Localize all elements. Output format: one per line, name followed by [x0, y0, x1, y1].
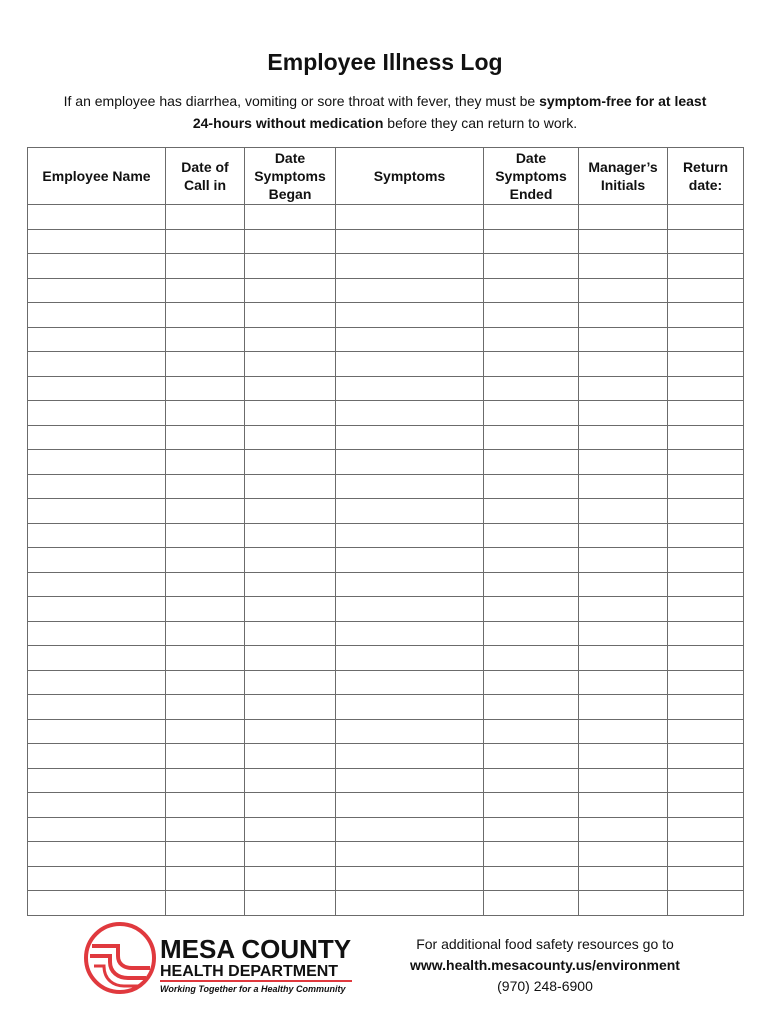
table-cell[interactable] — [668, 842, 744, 867]
table-cell[interactable] — [336, 425, 484, 450]
table-row — [28, 499, 744, 524]
col-header-date-symptoms-ended: Date Symptoms Ended — [484, 148, 579, 205]
table-cell[interactable] — [28, 866, 166, 891]
table-cell[interactable] — [166, 597, 245, 622]
table-cell[interactable] — [336, 303, 484, 328]
table-cell[interactable] — [28, 401, 166, 426]
table-cell[interactable] — [245, 744, 336, 769]
table-cell[interactable] — [336, 401, 484, 426]
table-cell[interactable] — [484, 670, 579, 695]
table-cell[interactable] — [484, 719, 579, 744]
col-header-managers-initials: Manager’s Initials — [579, 148, 668, 205]
table-cell[interactable] — [336, 572, 484, 597]
table-cell[interactable] — [28, 646, 166, 671]
table-cell[interactable] — [336, 621, 484, 646]
table-cell[interactable] — [668, 621, 744, 646]
logo-emblem-icon — [86, 924, 154, 992]
table-cell[interactable] — [484, 425, 579, 450]
table-cell[interactable] — [166, 572, 245, 597]
table-cell[interactable] — [668, 548, 744, 573]
table-cell[interactable] — [245, 425, 336, 450]
table-cell[interactable] — [668, 768, 744, 793]
table-row — [28, 548, 744, 573]
table-cell[interactable] — [579, 817, 668, 842]
table-cell[interactable] — [668, 425, 744, 450]
table-cell[interactable] — [336, 646, 484, 671]
table-cell[interactable] — [245, 499, 336, 524]
table-cell[interactable] — [336, 205, 484, 230]
table-cell[interactable] — [668, 229, 744, 254]
table-cell[interactable] — [484, 401, 579, 426]
table-cell[interactable] — [166, 793, 245, 818]
table-cell[interactable] — [336, 254, 484, 279]
table-cell[interactable] — [166, 450, 245, 475]
table-cell[interactable] — [579, 695, 668, 720]
notice-text-end: before they can return to work. — [383, 115, 578, 131]
table-cell[interactable] — [336, 376, 484, 401]
table-cell[interactable] — [336, 474, 484, 499]
table-cell[interactable] — [245, 670, 336, 695]
table-cell[interactable] — [668, 670, 744, 695]
table-cell[interactable] — [28, 621, 166, 646]
table-cell[interactable] — [245, 278, 336, 303]
table-row — [28, 597, 744, 622]
table-row — [28, 793, 744, 818]
table-cell[interactable] — [668, 450, 744, 475]
table-cell[interactable] — [28, 744, 166, 769]
table-cell[interactable] — [579, 646, 668, 671]
col-header-symptoms: Symptoms — [336, 148, 484, 205]
table-cell[interactable] — [668, 646, 744, 671]
table-cell[interactable] — [484, 548, 579, 573]
table-cell[interactable] — [245, 768, 336, 793]
col-header-date-of-call-in: Date of Call in — [166, 148, 245, 205]
table-cell[interactable] — [336, 719, 484, 744]
table-cell[interactable] — [28, 303, 166, 328]
table-cell[interactable] — [336, 450, 484, 475]
table-cell[interactable] — [579, 254, 668, 279]
table-cell[interactable] — [484, 891, 579, 916]
table-cell[interactable] — [484, 303, 579, 328]
table-cell[interactable] — [28, 572, 166, 597]
table-cell[interactable] — [245, 376, 336, 401]
table-cell[interactable] — [166, 523, 245, 548]
table-cell[interactable] — [484, 254, 579, 279]
table-cell[interactable] — [484, 817, 579, 842]
table-cell[interactable] — [668, 866, 744, 891]
table-cell[interactable] — [579, 278, 668, 303]
table-cell[interactable] — [245, 229, 336, 254]
table-cell[interactable] — [336, 499, 484, 524]
table-cell[interactable] — [28, 768, 166, 793]
table-cell[interactable] — [245, 303, 336, 328]
footer-phone: (970) 248-6900 — [497, 978, 593, 994]
table-cell[interactable] — [336, 891, 484, 916]
table-cell[interactable] — [28, 891, 166, 916]
table-cell[interactable] — [579, 376, 668, 401]
table-row — [28, 891, 744, 916]
table-cell[interactable] — [166, 621, 245, 646]
table-cell[interactable] — [484, 474, 579, 499]
table-cell[interactable] — [668, 376, 744, 401]
table-row — [28, 205, 744, 230]
table-cell[interactable] — [579, 621, 668, 646]
table-cell[interactable] — [245, 401, 336, 426]
table-cell[interactable] — [336, 793, 484, 818]
table-cell[interactable] — [245, 719, 336, 744]
table-cell[interactable] — [166, 891, 245, 916]
table-cell[interactable] — [28, 817, 166, 842]
table-cell[interactable] — [579, 327, 668, 352]
table-cell[interactable] — [484, 572, 579, 597]
table-row — [28, 695, 744, 720]
table-cell[interactable] — [28, 229, 166, 254]
table-cell[interactable] — [166, 744, 245, 769]
table-row — [28, 450, 744, 475]
table-cell[interactable] — [668, 499, 744, 524]
table-row — [28, 254, 744, 279]
table-cell[interactable] — [668, 205, 744, 230]
log-table-body — [28, 205, 744, 916]
table-row — [28, 327, 744, 352]
table-cell[interactable] — [28, 450, 166, 475]
table-cell[interactable] — [166, 352, 245, 377]
col-header-date-symptoms-began: Date Symptoms Began — [245, 148, 336, 205]
table-cell[interactable] — [245, 572, 336, 597]
table-row — [28, 572, 744, 597]
table-cell[interactable] — [579, 793, 668, 818]
return-to-work-notice — [60, 90, 710, 134]
table-cell[interactable] — [28, 523, 166, 548]
table-cell[interactable] — [28, 695, 166, 720]
table-cell[interactable] — [484, 278, 579, 303]
table-cell[interactable] — [245, 474, 336, 499]
table-row — [28, 523, 744, 548]
table-cell[interactable] — [166, 229, 245, 254]
table-cell[interactable] — [336, 695, 484, 720]
table-cell[interactable] — [579, 891, 668, 916]
table-cell[interactable] — [579, 768, 668, 793]
table-row — [28, 621, 744, 646]
table-row — [28, 229, 744, 254]
table-cell[interactable] — [336, 670, 484, 695]
table-cell[interactable] — [668, 523, 744, 548]
table-cell[interactable] — [668, 719, 744, 744]
table-cell[interactable] — [579, 597, 668, 622]
table-cell[interactable] — [28, 719, 166, 744]
table-cell[interactable] — [336, 817, 484, 842]
table-cell[interactable] — [166, 695, 245, 720]
table-cell[interactable] — [28, 842, 166, 867]
table-cell[interactable] — [668, 474, 744, 499]
table-cell[interactable] — [579, 719, 668, 744]
table-row — [28, 474, 744, 499]
table-cell[interactable] — [336, 548, 484, 573]
table-row — [28, 719, 744, 744]
col-header-employee-name: Employee Name — [28, 148, 166, 205]
table-cell[interactable] — [484, 229, 579, 254]
footer-resources — [395, 934, 695, 997]
table-cell[interactable] — [579, 744, 668, 769]
table-cell[interactable] — [245, 205, 336, 230]
table-cell[interactable] — [336, 842, 484, 867]
table-cell[interactable] — [336, 597, 484, 622]
table-cell[interactable] — [166, 866, 245, 891]
table-cell[interactable] — [484, 597, 579, 622]
table-cell[interactable] — [28, 352, 166, 377]
table-cell[interactable] — [579, 401, 668, 426]
logo-tagline: Working Together for a Healthy Community — [160, 984, 346, 994]
table-cell[interactable] — [166, 327, 245, 352]
table-cell[interactable] — [28, 499, 166, 524]
table-cell[interactable] — [166, 646, 245, 671]
table-cell[interactable] — [484, 793, 579, 818]
table-cell[interactable] — [484, 205, 579, 230]
table-cell[interactable] — [28, 278, 166, 303]
table-cell[interactable] — [245, 646, 336, 671]
table-cell[interactable] — [28, 425, 166, 450]
table-header-row — [28, 148, 744, 205]
table-cell[interactable] — [484, 744, 579, 769]
table-cell[interactable] — [668, 303, 744, 328]
table-cell[interactable] — [336, 352, 484, 377]
table-cell[interactable] — [668, 744, 744, 769]
table-cell[interactable] — [28, 597, 166, 622]
table-cell[interactable] — [579, 842, 668, 867]
table-row — [28, 303, 744, 328]
notice-bold-text: symptom-free for at least 24-hours without medication — [192, 93, 707, 131]
table-cell[interactable] — [668, 817, 744, 842]
table-cell[interactable] — [484, 695, 579, 720]
table-row — [28, 670, 744, 695]
table-cell[interactable] — [668, 278, 744, 303]
table-cell[interactable] — [166, 254, 245, 279]
table-row — [28, 768, 744, 793]
table-cell[interactable] — [668, 352, 744, 377]
table-cell[interactable] — [579, 450, 668, 475]
table-cell[interactable] — [166, 499, 245, 524]
table-cell[interactable] — [245, 891, 336, 916]
table-cell[interactable] — [668, 572, 744, 597]
table-cell[interactable] — [579, 474, 668, 499]
mesa-county-health-department-logo — [82, 920, 372, 1000]
table-cell[interactable] — [166, 303, 245, 328]
table-cell[interactable] — [166, 401, 245, 426]
table-cell[interactable] — [245, 254, 336, 279]
table-cell[interactable] — [245, 450, 336, 475]
table-cell[interactable] — [484, 499, 579, 524]
table-cell[interactable] — [484, 866, 579, 891]
table-cell[interactable] — [28, 376, 166, 401]
table-cell[interactable] — [245, 695, 336, 720]
table-cell[interactable] — [166, 768, 245, 793]
table-cell[interactable] — [28, 254, 166, 279]
table-cell[interactable] — [484, 327, 579, 352]
table-cell[interactable] — [336, 744, 484, 769]
table-cell[interactable] — [245, 842, 336, 867]
table-cell[interactable] — [579, 229, 668, 254]
table-cell[interactable] — [668, 327, 744, 352]
table-cell[interactable] — [28, 793, 166, 818]
table-cell[interactable] — [245, 352, 336, 377]
table-row — [28, 866, 744, 891]
logo-line1: MESA COUNTY — [160, 934, 352, 964]
table-cell[interactable] — [245, 327, 336, 352]
table-cell[interactable] — [28, 327, 166, 352]
table-cell[interactable] — [336, 866, 484, 891]
table-cell[interactable] — [245, 866, 336, 891]
table-cell[interactable] — [668, 793, 744, 818]
table-cell[interactable] — [166, 719, 245, 744]
table-cell[interactable] — [336, 523, 484, 548]
table-cell[interactable] — [166, 670, 245, 695]
table-cell[interactable] — [245, 621, 336, 646]
table-row — [28, 401, 744, 426]
table-row — [28, 646, 744, 671]
table-cell[interactable] — [166, 842, 245, 867]
table-cell[interactable] — [579, 352, 668, 377]
table-cell[interactable] — [28, 548, 166, 573]
table-cell[interactable] — [484, 523, 579, 548]
table-row — [28, 744, 744, 769]
table-cell[interactable] — [28, 474, 166, 499]
table-cell[interactable] — [245, 597, 336, 622]
table-row — [28, 278, 744, 303]
table-cell[interactable] — [336, 278, 484, 303]
table-cell[interactable] — [668, 597, 744, 622]
table-cell[interactable] — [579, 866, 668, 891]
table-cell[interactable] — [336, 327, 484, 352]
table-cell[interactable] — [336, 229, 484, 254]
page-title: Employee Illness Log — [267, 49, 503, 75]
table-cell[interactable] — [579, 572, 668, 597]
logo-line2: HEALTH DEPARTMENT — [160, 963, 339, 980]
col-header-return-date: Return date: — [668, 148, 744, 205]
table-cell[interactable] — [484, 768, 579, 793]
table-cell[interactable] — [579, 499, 668, 524]
table-cell[interactable] — [579, 303, 668, 328]
table-cell[interactable] — [668, 401, 744, 426]
table-cell[interactable] — [484, 646, 579, 671]
table-row — [28, 352, 744, 377]
footer-website-link[interactable]: www.health.mesacounty.us/environment — [410, 957, 680, 973]
table-cell[interactable] — [166, 817, 245, 842]
table-cell[interactable] — [28, 205, 166, 230]
table-cell[interactable] — [245, 793, 336, 818]
table-row — [28, 425, 744, 450]
illness-log-table — [27, 147, 744, 916]
table-cell[interactable] — [166, 474, 245, 499]
table-cell[interactable] — [336, 768, 484, 793]
table-cell[interactable] — [166, 376, 245, 401]
table-cell[interactable] — [484, 621, 579, 646]
table-cell[interactable] — [579, 670, 668, 695]
table-cell[interactable] — [668, 891, 744, 916]
table-cell[interactable] — [579, 425, 668, 450]
table-cell[interactable] — [579, 548, 668, 573]
table-cell[interactable] — [245, 817, 336, 842]
table-cell[interactable] — [484, 376, 579, 401]
table-cell[interactable] — [484, 352, 579, 377]
table-cell[interactable] — [484, 450, 579, 475]
table-cell[interactable] — [668, 254, 744, 279]
table-cell[interactable] — [28, 670, 166, 695]
table-cell[interactable] — [245, 523, 336, 548]
footer-resources-text: For additional food safety resources go to — [416, 936, 674, 952]
table-row — [28, 376, 744, 401]
table-cell[interactable] — [166, 425, 245, 450]
table-cell[interactable] — [166, 278, 245, 303]
table-cell[interactable] — [579, 205, 668, 230]
table-cell[interactable] — [245, 548, 336, 573]
table-row — [28, 817, 744, 842]
table-cell[interactable] — [166, 205, 245, 230]
table-row — [28, 842, 744, 867]
table-cell[interactable] — [484, 842, 579, 867]
table-cell[interactable] — [166, 548, 245, 573]
table-cell[interactable] — [579, 523, 668, 548]
table-cell[interactable] — [668, 695, 744, 720]
notice-text: If an employee has diarrhea, vomiting or sore throat with fever, they must be — [63, 93, 540, 109]
